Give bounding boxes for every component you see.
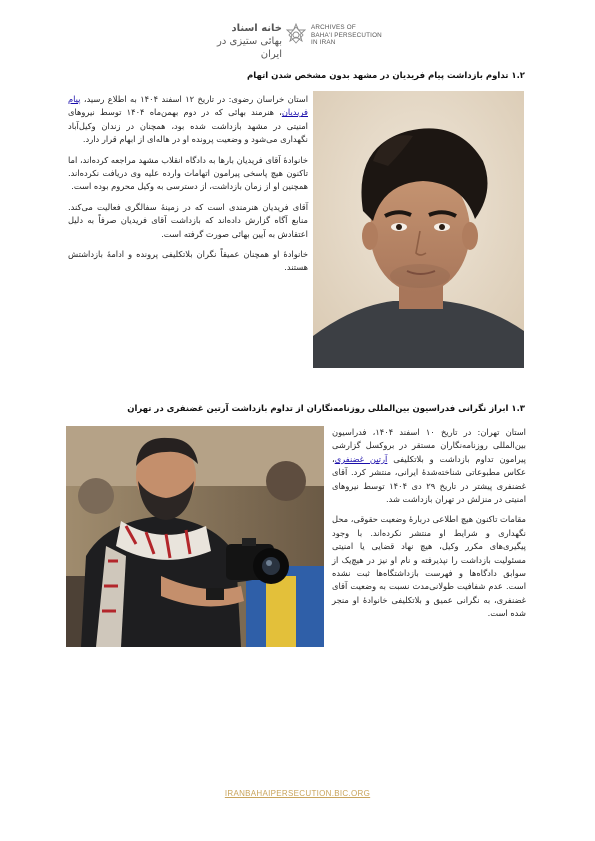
section2-title: ۱.۳ ابراز نگرانی فدراسیون بین‌المللی روزنامه‌نگاران از تداوم بازداشت آرتین غضنفری در تهران (127, 404, 525, 414)
logo-english-text (311, 24, 382, 47)
photographer-photo (66, 426, 324, 647)
section2-paragraph-2: مقامات تاکنون هیچ اطلاعی دربارهٔ وضعیت حقوقی، محل نگهداری و شرایط او منتشر نکرده‌اند. با وجود پیگیری‌های مکرر وکیل، هیچ نهاد قضایی یا امنیتی مسئولیت بازداشت را نپذیرفته و نام او نیز در هیچ‌یک از سوابق دادگاه‌ها و فهرست بازداشتگاه‌ها ثبت نشده است. عدم شفافیت طولانی‌مدت نسبت به وضعیت آقای غضنفری، به نگرانی عمیق و بلاتکلیفی خانوادهٔ او منجر شده است. (332, 514, 526, 619)
section1-p1-text-b: ، هنرمند بهائی که در دوم بهمن‌ماه ۱۴۰۴ توسط نیروهای امنیتی در مشهد بازداشت شده بود، همچنان در زندان وکیل‌آباد نگهداری می‌شود و وضعیت پرونده او در هاله‌ای از ابهام قرار دارد. (68, 107, 308, 145)
payam-faridian-link[interactable]: پیام فریدیان (68, 94, 308, 118)
bahai-star-icon (284, 23, 308, 47)
section1-paragraph-1 (68, 93, 308, 147)
section2-p1-text-a: استان تهران: در تاریخ ۱۰ اسفند ۱۴۰۴، فدراسیون بین‌المللی روزنامه‌نگاران مستقر در بروکسل گزارشی پیرامون تداوم بازداشت و بلاتکلیفی (332, 427, 526, 464)
portrait-photo (313, 91, 524, 368)
logo-fa-line2: بهائی ستیزی در ایران (217, 36, 282, 60)
section1-paragraph-4: خانوادهٔ او همچنان عمیقاً نگران بلاتکلیفی پرونده و ادامهٔ بازداشتش هستند. (68, 249, 308, 273)
logo-en-line3: IN IRAN (311, 39, 336, 47)
logo-en-line2: BAHA'I PERSECUTION (311, 31, 382, 39)
section2-paragraph-1 (332, 426, 526, 506)
logo-en-line1: ARCHIVES OF (311, 24, 356, 31)
section2-p1-text-b: ، عکاس مطبوعاتی شناخته‌شدهٔ ایرانی، منتشر کرد. آقای غضنفری پیشتر در تاریخ ۲۹ دی ۱۴۰۴ توسط نیروهای امنیتی در منزلش در تهران بازداشت شد. (332, 453, 526, 505)
logo-persian-text (198, 23, 282, 61)
section2-body (332, 426, 526, 628)
page-header (0, 17, 595, 60)
artin-ghazanfari-link[interactable]: آرتین غضنفری (334, 453, 388, 464)
footer-website-link[interactable]: IRANBAHAIPERSECUTION.BIC.ORG (224, 789, 371, 798)
section1-paragraph-2: خانوادهٔ آقای فریدیان بارها به دادگاه انقلاب مشهد مراجعه کرده‌اند، اما تاکنون هیچ پاسخی پیرامون اتهامات وارده علیه وی دریافت نکرده‌اند. همچنین او از زمان بازداشت، از دسترسی به وکیل محروم بوده است. (68, 154, 308, 192)
section1-title: ۱.۲ تداوم بازداشت پیام فریدیان در مشهد بدون مشخص شدن اتهام (247, 71, 525, 81)
section1-paragraph-3: آقای فریدیان هنرمندی است که در زمینهٔ سفالگری فعالیت می‌کند. منابع آگاه گزارش داده‌اند که بازداشت آقای فریدیان صرفاً به دلیل اعتقادش به آیین بهائی صورت گرفته است. (68, 201, 308, 239)
section1-body (68, 93, 308, 282)
section1-p1-text-a: استان خراسان رضوی: در تاریخ ۱۲ اسفند ۱۴۰۴ به اطلاع رسید، (80, 94, 309, 104)
logo-fa-line1: خانه اسناد (231, 23, 282, 34)
